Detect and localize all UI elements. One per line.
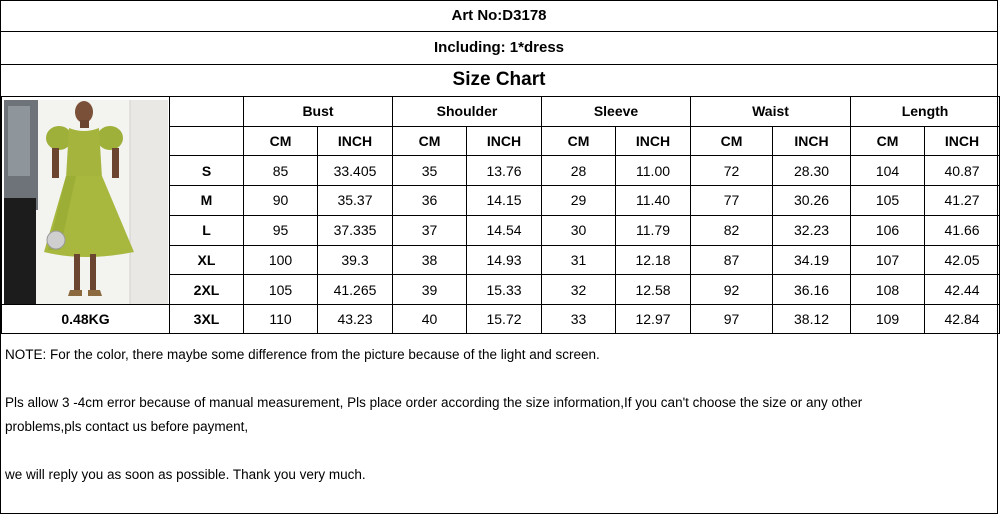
unit-inch: INCH [318, 126, 393, 156]
table-cell: 31 [542, 245, 616, 275]
table-cell: 41.27 [925, 186, 1000, 216]
shoulder-header: Shoulder [393, 97, 542, 127]
table-cell: 40.87 [925, 156, 1000, 186]
table-cell: 28 [542, 156, 616, 186]
length-header: Length [851, 97, 1000, 127]
table-cell: 41.265 [318, 275, 393, 305]
table-cell: 32 [542, 275, 616, 305]
table-cell: 32.23 [773, 215, 851, 245]
size-label: M [170, 186, 244, 216]
table-cell: 37.335 [318, 215, 393, 245]
table-cell: 39 [393, 275, 467, 305]
table-cell: 82 [691, 215, 773, 245]
table-cell: 92 [691, 275, 773, 305]
table-cell: 13.76 [467, 156, 542, 186]
table-cell: 95 [244, 215, 318, 245]
table-cell: 105 [851, 186, 925, 216]
measurement-note-line2: problems,pls contact us before payment, [5, 419, 249, 434]
unit-cm: CM [691, 126, 773, 156]
table-cell: 42.05 [925, 245, 1000, 275]
size-row-3xl [2, 305, 1000, 334]
table-cell: 85 [244, 156, 318, 186]
table-cell: 14.93 [467, 245, 542, 275]
size-label: 3XL [170, 305, 244, 334]
measurement-header-row [2, 97, 1000, 127]
table-cell: 42.84 [925, 305, 1000, 334]
unit-inch: INCH [925, 126, 1000, 156]
table-cell: 12.18 [616, 245, 691, 275]
table-cell: 109 [851, 305, 925, 334]
table-cell: 30 [542, 215, 616, 245]
table-cell: 42.44 [925, 275, 1000, 305]
chart-title: Size Chart [452, 69, 546, 90]
unit-inch: INCH [773, 126, 851, 156]
table-cell: 33.405 [318, 156, 393, 186]
green-dress-image [4, 100, 168, 304]
table-cell: 14.15 [467, 186, 542, 216]
unit-cm: CM [393, 126, 467, 156]
reply-note: we will reply you as soon as possible. Thank you very much. [5, 467, 366, 482]
table-cell: 35.37 [318, 186, 393, 216]
table-cell: 11.79 [616, 215, 691, 245]
table-cell: 28.30 [773, 156, 851, 186]
table-cell: 87 [691, 245, 773, 275]
table-cell: 29 [542, 186, 616, 216]
unit-cm: CM [244, 126, 318, 156]
size-label: S [170, 156, 244, 186]
table-cell: 110 [244, 305, 318, 334]
table-cell: 11.00 [616, 156, 691, 186]
table-cell: 43.23 [318, 305, 393, 334]
table-cell: 35 [393, 156, 467, 186]
size-label: 2XL [170, 275, 244, 305]
notes-section [5, 343, 993, 487]
color-note: NOTE: For the color, there maybe some difference from the picture because of the light and screen. [5, 347, 600, 362]
table-cell: 37 [393, 215, 467, 245]
table-cell: 106 [851, 215, 925, 245]
table-cell: 15.72 [467, 305, 542, 334]
size-label: L [170, 215, 244, 245]
unit-cm: CM [851, 126, 925, 156]
measurement-note-line1: Pls allow 3 -4cm error because of manual measurement, Pls place order according the size information,If you can't choose the size or any other [5, 395, 863, 410]
table-cell: 11.40 [616, 186, 691, 216]
art-number: Art No:D3178 [1, 1, 997, 32]
table-cell: 39.3 [318, 245, 393, 275]
corner-cell [170, 97, 244, 127]
product-photo [4, 100, 168, 304]
table-cell: 30.26 [773, 186, 851, 216]
product-photo-cell [2, 97, 170, 305]
table-cell: 38.12 [773, 305, 851, 334]
unit-cm: CM [542, 126, 616, 156]
table-cell: 105 [244, 275, 318, 305]
unit-inch: INCH [616, 126, 691, 156]
table-cell: 100 [244, 245, 318, 275]
table-cell: 34.19 [773, 245, 851, 275]
table-cell: 36.16 [773, 275, 851, 305]
table-cell: 12.97 [616, 305, 691, 334]
table-cell: 33 [542, 305, 616, 334]
table-cell: 14.54 [467, 215, 542, 245]
table-cell: 104 [851, 156, 925, 186]
table-cell: 77 [691, 186, 773, 216]
bust-header: Bust [244, 97, 393, 127]
size-label: XL [170, 245, 244, 275]
waist-header: Waist [691, 97, 851, 127]
sleeve-header: Sleeve [542, 97, 691, 127]
table-cell: 97 [691, 305, 773, 334]
corner-cell [170, 126, 244, 156]
size-table [1, 96, 1000, 334]
table-cell: 41.66 [925, 215, 1000, 245]
package-contents: Including: 1*dress [1, 32, 997, 65]
unit-inch: INCH [467, 126, 542, 156]
table-cell: 38 [393, 245, 467, 275]
table-cell: 107 [851, 245, 925, 275]
package-weight: 0.48KG [2, 305, 170, 334]
table-cell: 15.33 [467, 275, 542, 305]
table-cell: 72 [691, 156, 773, 186]
table-cell: 40 [393, 305, 467, 334]
table-cell: 12.58 [616, 275, 691, 305]
table-cell: 36 [393, 186, 467, 216]
table-cell: 90 [244, 186, 318, 216]
table-cell: 108 [851, 275, 925, 305]
